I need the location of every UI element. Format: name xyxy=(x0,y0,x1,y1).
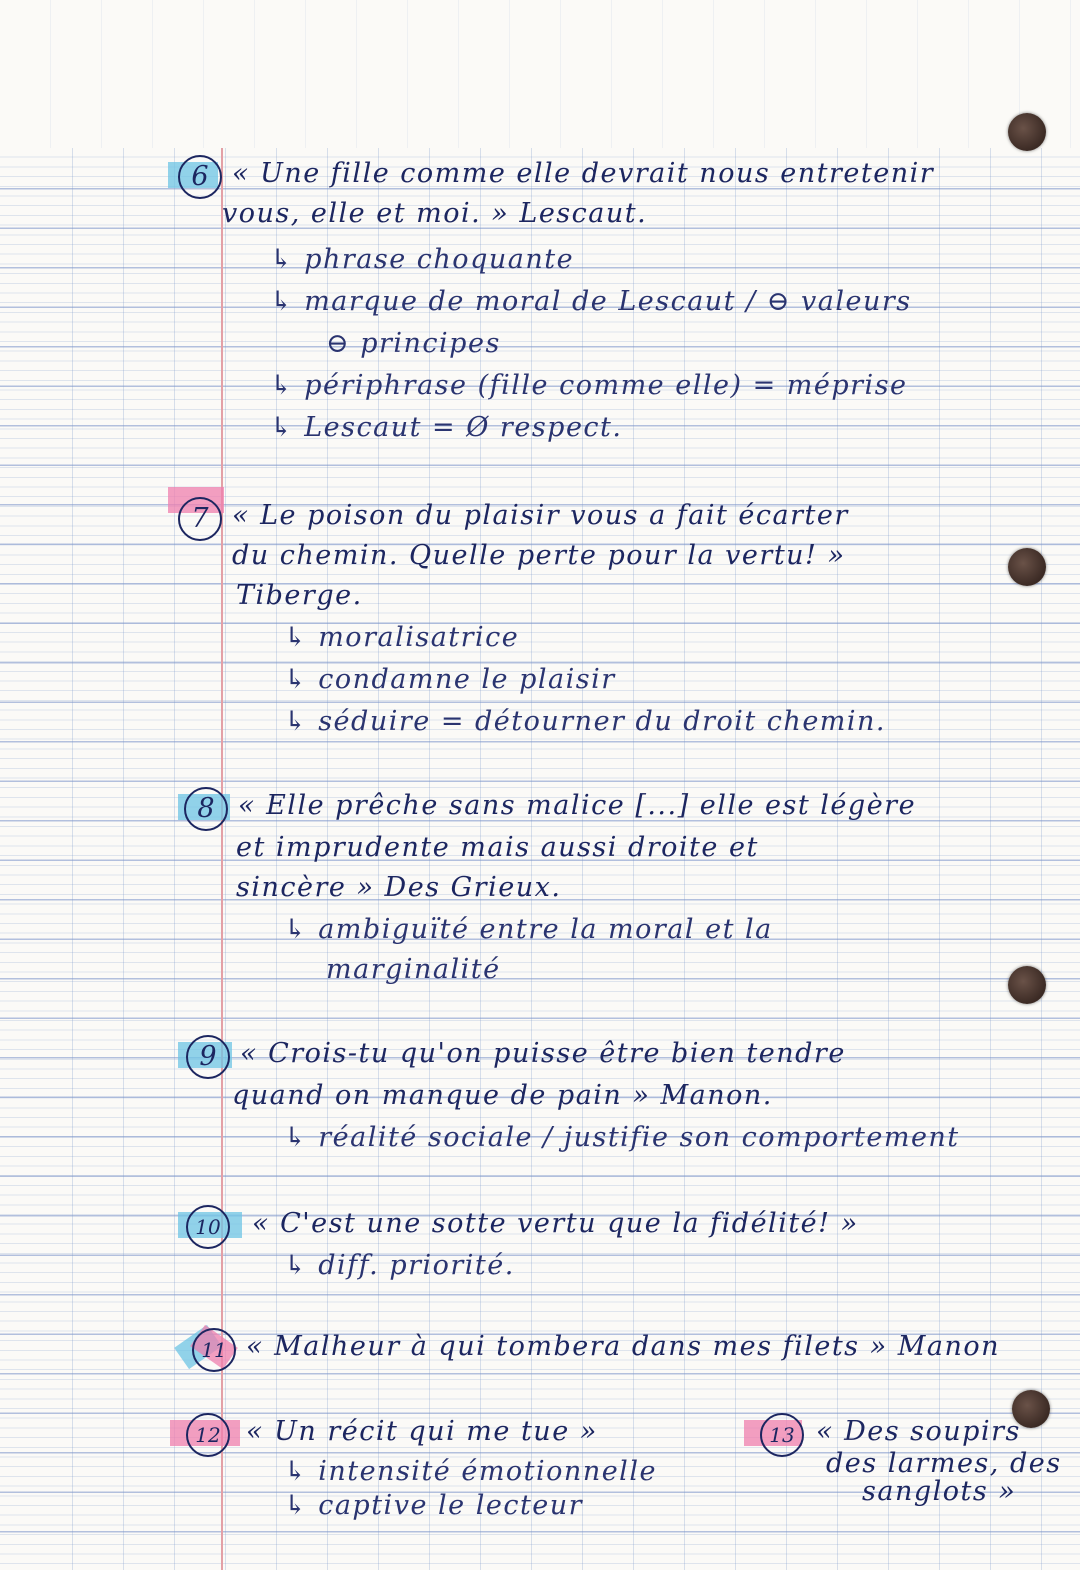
item9-quote-line2: quand on manque de pain » Manon. xyxy=(232,1080,773,1111)
item13-quote-line2: des larmes, des xyxy=(826,1448,1062,1479)
item13-quote-line3: sanglots » xyxy=(862,1476,1017,1507)
item6-note: ↳ périphrase (fille comme elle) = méprise xyxy=(270,370,908,401)
item6-note: ↳ Lescaut = Ø respect. xyxy=(270,412,623,443)
item-number-10: 10 xyxy=(186,1205,230,1249)
item8-quote-line1: « Elle prêche sans malice [...] elle est légère xyxy=(238,790,917,821)
item7-note: ↳ séduire = détourner du droit chemin. xyxy=(284,706,887,737)
item6-quote-line2: vous, elle et moi. » Lescaut. xyxy=(222,198,648,229)
item6-quote-line1: « Une fille comme elle devrait nous entretenir xyxy=(232,158,935,189)
item-number-12: 12 xyxy=(186,1413,230,1457)
item6-note: ↳ marque de moral de Lescaut / ⊖ valeurs xyxy=(270,286,912,317)
item12-note: ↳ intensité émotionnelle xyxy=(284,1456,657,1487)
item7-quote-line2: du chemin. Quelle perte pour la vertu! » xyxy=(232,540,846,571)
item7-note: ↳ moralisatrice xyxy=(284,622,520,653)
punch-hole xyxy=(1008,966,1046,1004)
item9-quote-line1: « Crois-tu qu'on puisse être bien tendre xyxy=(240,1038,846,1069)
item12-note: ↳ captive le lecteur xyxy=(284,1490,584,1521)
item7-note: ↳ condamne le plaisir xyxy=(284,664,616,695)
item10-note: ↳ diff. priorité. xyxy=(284,1250,515,1281)
item7-quote-line1: « Le poison du plaisir vous a fait écarter xyxy=(232,500,849,531)
item8-quote-line3: sincère » Des Grieux. xyxy=(236,872,562,903)
punch-hole xyxy=(1008,548,1046,586)
item8-note: marginalité xyxy=(326,954,501,985)
item-number-7: 7 xyxy=(178,497,222,541)
item6-note: ↳ phrase choquante xyxy=(270,244,575,275)
item9-note: ↳ réalité sociale / justifie son comportement xyxy=(284,1122,960,1153)
item-number-8: 8 xyxy=(184,787,228,831)
item12-quote-line1: « Un récit qui me tue » xyxy=(246,1416,598,1447)
punch-hole xyxy=(1008,113,1046,151)
item10-quote-line1: « C'est une sotte vertu que la fidélité! » xyxy=(252,1208,859,1239)
item13-quote-line1: « Des soupirs xyxy=(816,1416,1021,1447)
item8-note: ↳ ambiguïté entre la moral et la xyxy=(284,914,773,945)
item-number-11: 11 xyxy=(192,1328,236,1372)
page-top-margin xyxy=(0,0,1080,148)
item8-quote-line2: et imprudente mais aussi droite et xyxy=(236,832,759,863)
item7-quote-line3: Tiberge. xyxy=(236,580,363,611)
item6-note: ⊖ principes xyxy=(326,328,501,359)
item-number-9: 9 xyxy=(186,1035,230,1079)
item-number-13: 13 xyxy=(760,1413,804,1457)
item11-quote-line1: « Malheur à qui tombera dans mes filets » Manon xyxy=(246,1331,1000,1362)
item-number-6: 6 xyxy=(178,155,222,199)
